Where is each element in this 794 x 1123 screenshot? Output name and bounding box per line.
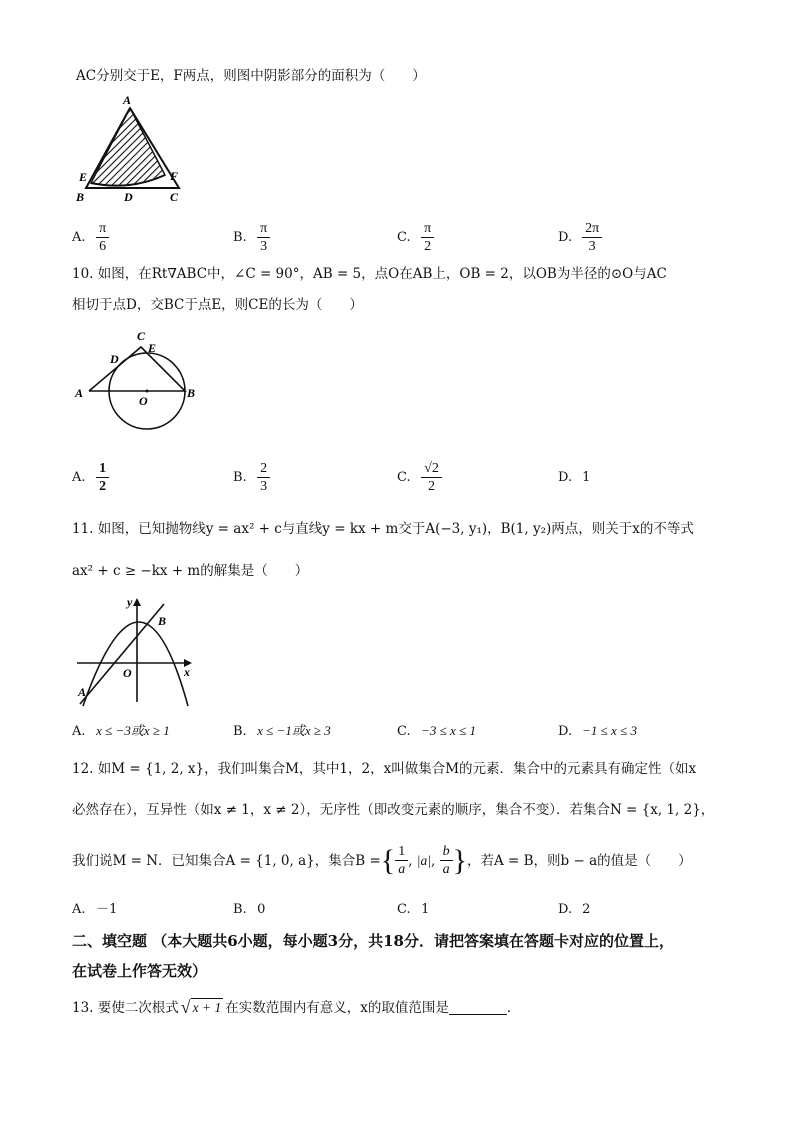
label-c: C [170,190,179,204]
label-a: A [78,685,87,699]
option-text: −3 ≤ x ≤ 1 [421,723,476,738]
option-label: C. [397,470,411,485]
frac-num: b [442,844,450,859]
label-b: B [76,190,85,204]
q11-graph-figure [72,594,197,709]
label-a: A [75,386,84,400]
q12-stem-line3: 我们说M = N．已知集合A = {1, 0, a}，集合B = { $\frac{1}{a}$ , |a| , $\frac{b}{a}$ } ，若A = B，则b − a的值是（ ） [72,843,692,877]
label-y: y [127,595,133,609]
q12-option-d[interactable] [558,902,590,918]
frac-num: π [99,221,107,236]
q11-option-d[interactable] [558,723,637,740]
frac-num: 1 [99,461,107,476]
frac-den: a [398,862,406,877]
option-label: B. [233,724,247,739]
q12-stem-line2: 必然存在），互异性（如x ≠ 1，x ≠ 2），无序性（即改变元素的顺序，集合不变）．若集合N = {x, 1, 2}， [72,802,715,818]
q10-option-d[interactable] [558,470,590,486]
label-c: C [137,329,146,343]
option-text: x ≤ −1或x ≥ 3 [257,723,331,738]
q9-option-a[interactable] [72,220,109,255]
option-label: A. [72,230,86,245]
option-label: C. [397,902,411,917]
frac-den: 6 [99,239,107,254]
q13-text-a: 13. 要使二次根式 [72,999,179,1016]
frac-den: 2 [427,479,435,494]
label-e: E [79,170,88,184]
frac-num: √2 [424,461,439,476]
option-label: B. [233,230,247,245]
frac-den: a [442,862,450,877]
option-fraction [96,460,109,495]
q11-option-c[interactable] [397,723,476,740]
y-axis-arrow [133,598,141,606]
option-fraction [96,220,109,255]
option-label: D. [558,470,573,485]
frac-num: 2 [260,461,268,476]
frac-den: 3 [260,479,268,494]
frac-den: 2 [99,479,107,494]
label-d: D [124,190,133,204]
center-dot [146,390,149,393]
set-b-frac2 [440,843,453,878]
frac-num: π [424,221,432,236]
answer-blank[interactable] [449,1000,507,1015]
q11-option-b[interactable] [233,723,331,740]
q13-text-c: ． [506,999,521,1016]
label-o: O [139,394,148,408]
q13-stem [72,998,520,1017]
frac-num: 1 [398,844,406,859]
option-text: 2 [582,902,591,917]
radical [181,998,224,1017]
q10-option-a[interactable] [72,460,109,495]
frac-num: π [260,221,268,236]
option-fraction [421,220,434,255]
q10-option-c[interactable] [397,460,442,495]
label-e: E [148,341,157,355]
q9-option-d[interactable] [558,220,602,255]
q9-stem: AC分别交于E，F两点，则图中阴影部分的面积为（ ） [76,68,426,84]
line-ab [80,604,167,704]
option-fraction [421,460,442,495]
q12-stem-line1: 12. 如M = {1, 2, x}，我们叫集合M，其中1，2，x叫做集合M的元素．集合中的元素具有确定性（如x [72,761,697,777]
frac-den: 3 [260,239,268,254]
frac-den: 2 [424,239,432,254]
option-label: D. [558,902,573,917]
label-a: A [123,93,132,107]
label-o: O [123,666,132,680]
option-text: x ≤ −3或x ≥ 1 [96,723,170,738]
set-b-abs: |a| [416,852,431,868]
label-b: B [187,386,196,400]
q10-stem-line1: 10. 如图，在Rt∇ABC中，∠C = 90°，AB = 5，点O在AB上，OB = 2，以OB为半径的⊙O与AC [72,266,667,282]
option-fraction [257,220,270,255]
option-label: C. [397,724,411,739]
option-fraction [582,220,602,255]
q11-stem-line2: ax² + c ≥ −kx + m的解集是（ ） [72,563,309,579]
q12-option-b[interactable] [233,902,265,918]
right-brace: } [452,843,467,877]
label-b: B [158,614,167,628]
q12-option-a[interactable] [72,902,117,918]
option-label: A. [72,724,86,739]
radical-sign: √ [180,997,191,1017]
section-heading-line1: 二、填空题 （本大题共6小题，每小题3分，共18分．请把答案填在答题卡对应的位置上， [72,932,674,950]
option-text: −1 ≤ x ≤ 3 [582,723,637,738]
option-text: 1 [421,902,430,917]
q9-option-c[interactable] [397,220,434,255]
parabola [83,622,188,706]
option-text: 1 [582,470,591,485]
section-heading-line2: 在试卷上作答无效） [72,962,208,980]
option-text: 0 [257,902,266,917]
q9-triangle-figure [72,90,192,205]
left-brace: { [380,843,396,877]
label-x: x [184,665,190,679]
q12-line3-text-a: 我们说M = N．已知集合A = {1, 0, a}，集合B = [72,852,381,869]
option-fraction [257,460,270,495]
q11-option-a[interactable] [72,723,170,740]
q12-line3-text-b: ，若A = B，则b − a的值是（ ） [466,852,692,869]
q10-option-b[interactable] [233,460,270,495]
q11-stem-line1: 11. 如图，已知抛物线y = ax² + c与直线y = kx + m交于A(−3, y₁)，B(1, y₂)两点，则关于x的不等式 [72,521,694,537]
option-label: B. [233,470,247,485]
q13-text-b: 在实数范围内有意义，x的取值范围是 [225,999,449,1016]
label-d: D [110,352,119,366]
q12-option-c[interactable] [397,902,429,918]
q10-circle-figure [72,325,207,435]
set-b-frac1 [395,843,408,878]
frac-den: 3 [588,239,596,254]
q9-option-b[interactable] [233,220,270,255]
option-label: C. [397,230,411,245]
option-text: －1 [96,902,118,917]
option-label: D. [558,230,573,245]
label-f: F [170,169,179,183]
option-label: A. [72,470,86,485]
radicand: x + 1 [192,1000,222,1015]
option-label: B. [233,902,247,917]
option-label: A. [72,902,86,917]
q10-stem-line2: 相切于点D，交BC于点E，则CE的长为（ ） [72,297,363,313]
frac-num: 2π [585,221,600,236]
option-label: D. [558,724,573,739]
